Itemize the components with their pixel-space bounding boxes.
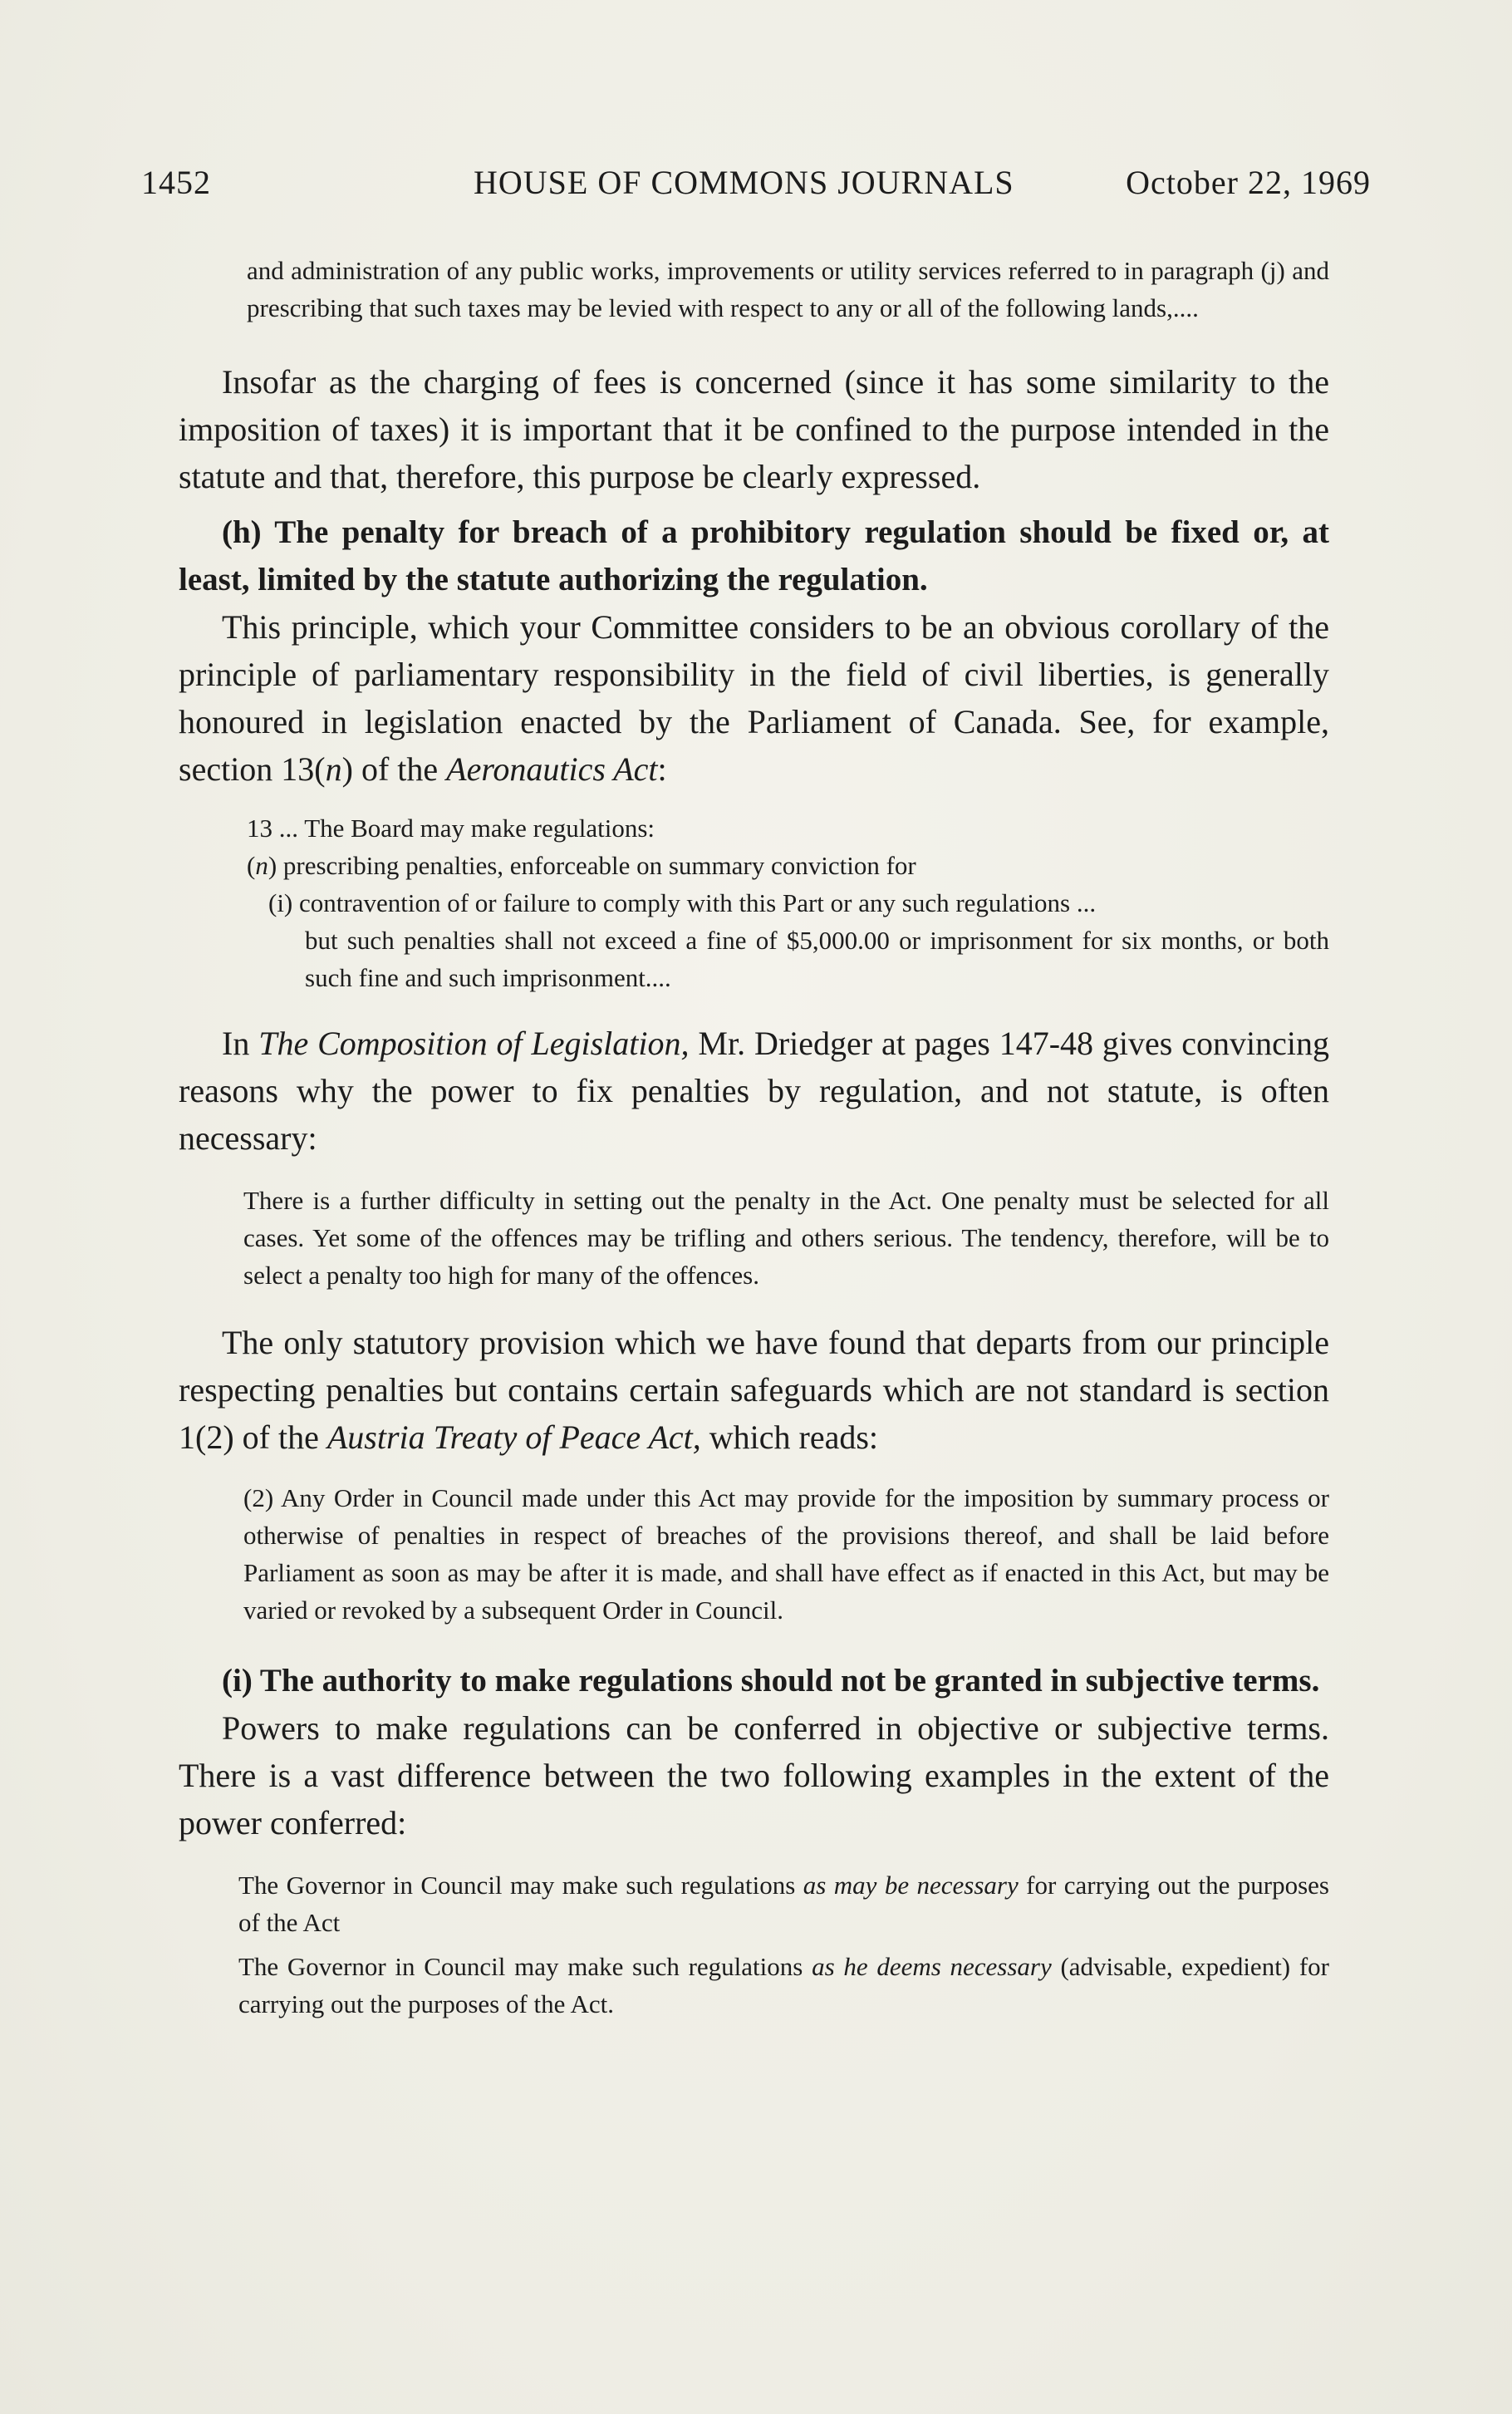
heading-i: (i) The authority to make regulations should not be granted in subjective terms.: [222, 1663, 1320, 1699]
act-name: Aeronautics Act: [446, 750, 658, 788]
principle-text: This principle, which your Committee considers to be an obvious corollary of the principle of parliamentary responsibility in the field of civil liberties, is generally honoured in legislation enacted by the Parliament of Canada. See, for example, section 13(: [179, 608, 1329, 788]
austria-lead: The only statutory provision which we have found that departs from our principle respecting penalties but contains certain safeguards which are not standard is section 1(2) of the: [179, 1324, 1329, 1456]
header-date: October 22, 1969: [1126, 164, 1371, 201]
driedger-lead: In: [222, 1025, 259, 1062]
journal-title: HOUSE OF COMMONS JOURNALS: [474, 164, 1014, 201]
quote-line-i: (i) contravention of or failure to comply with this Part or any such regulations ...: [268, 888, 1097, 917]
running-header: [141, 163, 1371, 209]
top-quote: and administration of any public works, improvements or utility services referred to in paragraph (j) and prescribing that such taxes may be levied with respect to any or all of the following lands,....: [247, 256, 1329, 322]
page-body: [179, 252, 1329, 2023]
driedger-text: Mr. Driedger at pages 147-48 gives convincing reasons why the power to fix penalties by regulation, and not statute, is often necessary:: [179, 1025, 1329, 1157]
driedger-quote: There is a further difficulty in setting out the penalty in the Act. One penalty must be selected for all cases. Yet some of the offences may be trifling and others serious. The tendency, therefore, will be to select a penalty too high for many of the offences.: [243, 1186, 1329, 1290]
example-objective: [179, 1866, 1329, 1941]
paren-open: (: [247, 851, 256, 880]
example1-lead: The Governor in Council may make such regulations: [238, 1871, 803, 1900]
austria-text: which reads:: [700, 1418, 879, 1456]
example2-text: (advisable, expedient) for carrying out the purposes of the Act.: [238, 1952, 1329, 2018]
quote-line-n: [179, 847, 1329, 884]
example1-text: for carrying out the purposes of the Act: [238, 1871, 1329, 1937]
example2-lead: The Governor in Council may make such regulations: [238, 1952, 812, 1981]
section-letter: n: [325, 750, 342, 788]
principle-text-end: :: [657, 750, 667, 788]
heading-h: (h) The penalty for breach of a prohibitory regulation should be fixed or, at least, limited by the statute authorizing the regulation.: [179, 514, 1329, 597]
clause-letter: n: [255, 851, 268, 880]
example-subjective: [179, 1948, 1329, 2023]
paragraph-austria: [179, 1319, 1329, 1461]
austria-act-name: Austria Treaty of Peace Act,: [326, 1418, 701, 1456]
aeronautics-quote: [179, 809, 1329, 996]
book-title: The Composition of Legislation,: [258, 1025, 690, 1062]
example1-emphasis: as may be necessary: [803, 1871, 1019, 1900]
paragraph-principle: [179, 603, 1329, 793]
paragraph-fees: Insofar as the charging of fees is concerned (since it has some similarity to the imposition of taxes) it is important that it be confined to the purpose intended in the statute and that, therefore, this purpose be clearly expressed.: [179, 363, 1329, 495]
austria-quote: (2) Any Order in Council made under this Act may provide for the imposition by summary process or otherwise of penalties in respect of breaches of the provisions thereof, and shall be laid before Parliament as soon as may be after it is made, and shall have effect as if enacted in this Act, but may be varied or revoked by a subsequent Order in Council.: [243, 1483, 1329, 1625]
example2-emphasis: as he deems necessary: [812, 1952, 1052, 1981]
principle-text-mid: ) of the: [341, 750, 447, 788]
clause-text: ) prescribing penalties, enforceable on summary conviction for: [268, 851, 916, 880]
quote-line-limit: but such penalties shall not exceed a fine of $5,000.00 or imprisonment for six months, or both such fine and such imprisonment....: [305, 926, 1329, 992]
paragraph-driedger: [179, 1020, 1329, 1162]
paragraph-powers: Powers to make regulations can be conferred in objective or subjective terms. There is a vast difference between the two following examples in the extent of the power conferred:: [179, 1709, 1329, 1841]
quote-line-13: 13 ... The Board may make regulations:: [247, 814, 655, 843]
page-number: 1452: [141, 164, 211, 201]
